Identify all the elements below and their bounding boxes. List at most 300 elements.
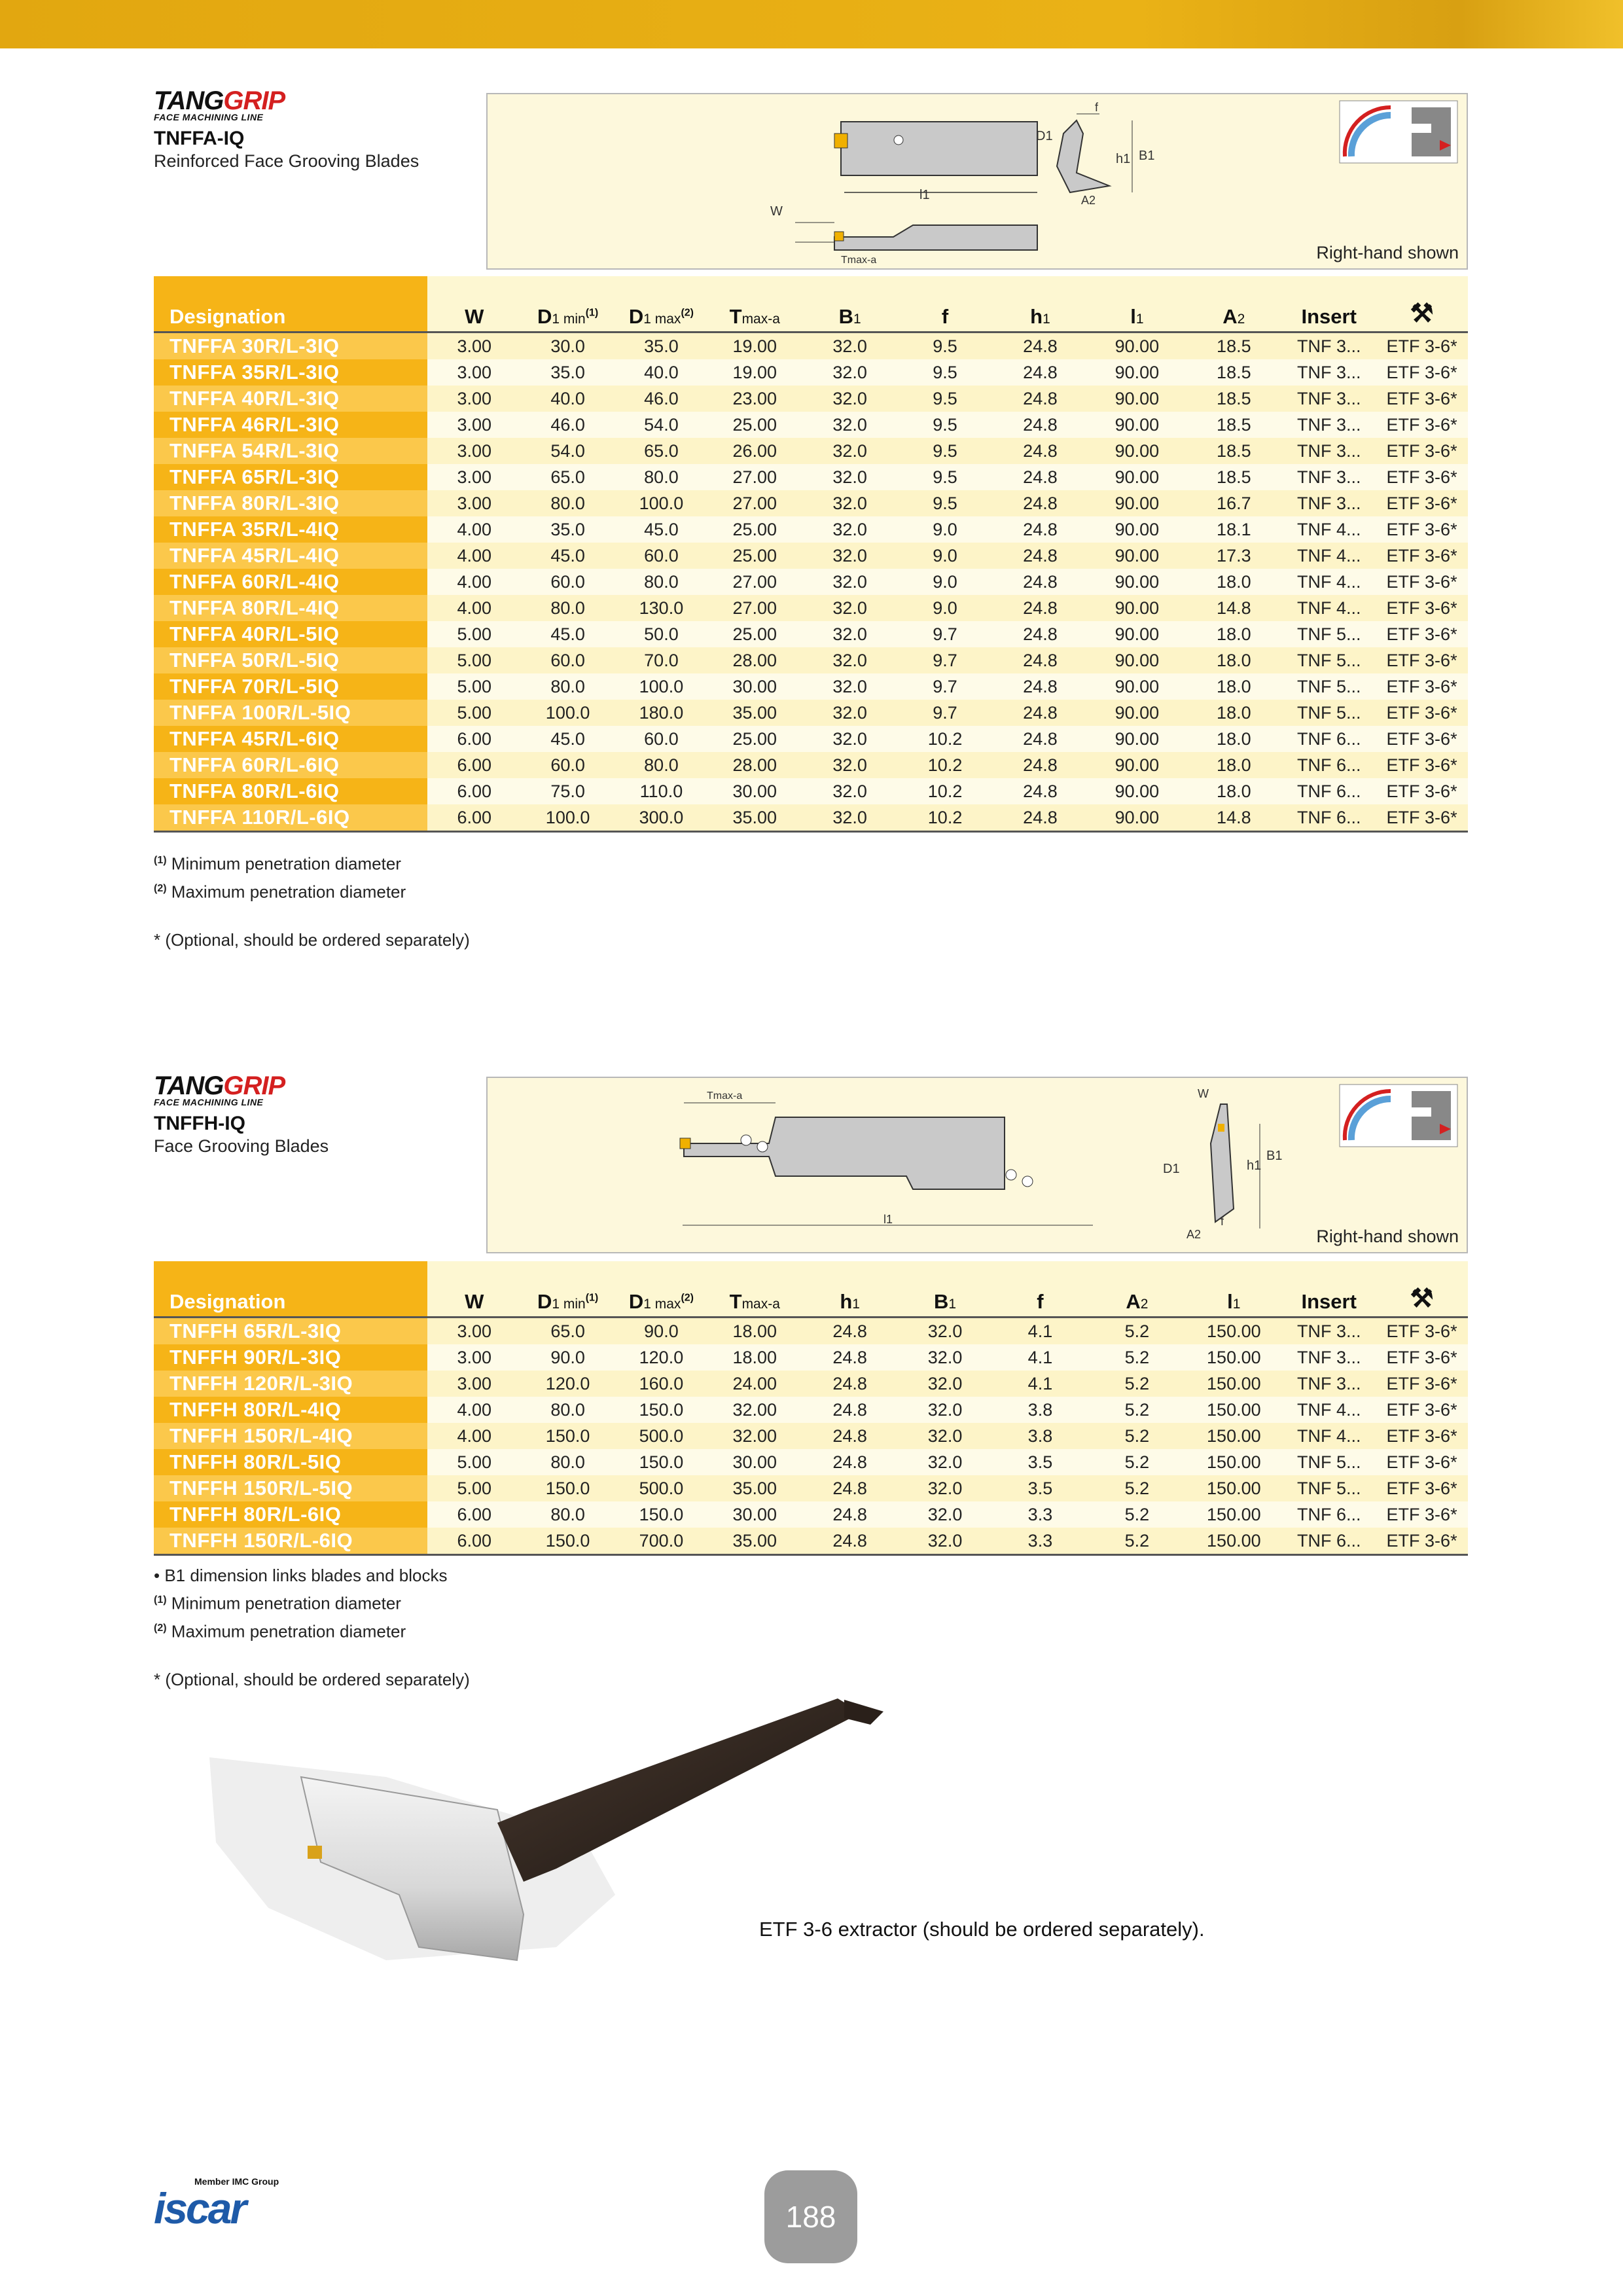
value-cell: 90.00 — [1088, 778, 1185, 804]
designation-cell: TNFFA 110R/L-6IQ — [154, 804, 427, 832]
value-cell: 4.00 — [427, 569, 521, 595]
value-cell: 150.0 — [615, 1397, 708, 1423]
w-label: W — [1198, 1087, 1209, 1100]
value-cell: 32.0 — [802, 673, 899, 700]
value-cell: 35.0 — [615, 332, 708, 360]
value-cell: ETF 3-6* — [1376, 621, 1468, 647]
screw-hole-shape — [894, 135, 903, 145]
value-cell: 80.0 — [521, 490, 615, 516]
value-cell: 32.0 — [899, 1318, 992, 1345]
value-cell: 18.00 — [708, 1318, 802, 1345]
designation-cell: TNFFH 80R/L-6IQ — [154, 1501, 427, 1528]
value-cell: 9.5 — [899, 438, 992, 464]
value-cell: 35.0 — [521, 516, 615, 543]
value-cell: ETF 3-6* — [1376, 490, 1468, 516]
value-cell: 32.0 — [802, 332, 899, 360]
value-cell: 24.8 — [991, 726, 1088, 752]
value-cell: 80.0 — [521, 1501, 615, 1528]
value-cell: 3.00 — [427, 1318, 521, 1345]
designation-cell: TNFFA 30R/L-3IQ — [154, 332, 427, 360]
designation-cell: TNFFA 40R/L-5IQ — [154, 621, 427, 647]
value-cell: 26.00 — [708, 438, 802, 464]
value-cell: 40.0 — [615, 359, 708, 386]
value-cell: TNF 4... — [1282, 595, 1376, 621]
value-cell: 5.2 — [1088, 1423, 1185, 1449]
value-cell: 5.2 — [1088, 1501, 1185, 1528]
table-row — [154, 1344, 1468, 1371]
value-cell: TNF 6... — [1282, 752, 1376, 778]
value-cell: TNF 5... — [1282, 673, 1376, 700]
value-cell: 3.5 — [991, 1449, 1088, 1475]
value-cell: 90.00 — [1088, 804, 1185, 832]
value-cell: 35.00 — [708, 1475, 802, 1501]
value-cell: 5.00 — [427, 647, 521, 673]
value-cell: TNF 5... — [1282, 647, 1376, 673]
value-cell: 9.5 — [899, 412, 992, 438]
table-row — [154, 673, 1468, 700]
value-cell: 6.00 — [427, 804, 521, 832]
value-cell: 24.8 — [802, 1371, 899, 1397]
table-row — [154, 1318, 1468, 1345]
value-cell: 9.7 — [899, 673, 992, 700]
value-cell: ETF 3-6* — [1376, 1423, 1468, 1449]
value-cell: 24.8 — [991, 673, 1088, 700]
value-cell: 90.00 — [1088, 490, 1185, 516]
footnote-1: $^{(1)}$ Minimum penetration diameter — [154, 853, 401, 874]
value-cell: ETF 3-6* — [1376, 700, 1468, 726]
value-cell: 90.0 — [521, 1344, 615, 1371]
value-cell: 27.00 — [708, 569, 802, 595]
value-cell: 24.8 — [991, 386, 1088, 412]
col-d1min: D1 $\min^{(1)}$ — [521, 276, 615, 332]
value-cell: 90.00 — [1088, 543, 1185, 569]
value-cell: 28.00 — [708, 647, 802, 673]
value-cell: ETF 3-6* — [1376, 412, 1468, 438]
value-cell: 6.00 — [427, 778, 521, 804]
face-grooving-icon — [1340, 1085, 1457, 1147]
value-cell: 28.00 — [708, 752, 802, 778]
value-cell: 90.00 — [1088, 700, 1185, 726]
value-cell: 4.1 — [991, 1318, 1088, 1345]
value-cell: 60.0 — [521, 569, 615, 595]
value-cell: 25.00 — [708, 543, 802, 569]
value-cell: 90.00 — [1088, 438, 1185, 464]
value-cell: 27.00 — [708, 464, 802, 490]
value-cell: 24.8 — [802, 1501, 899, 1528]
value-cell: 4.1 — [991, 1371, 1088, 1397]
table-row — [154, 778, 1468, 804]
product-code: TNFFA-IQ — [154, 128, 245, 149]
table-row — [154, 1501, 1468, 1528]
value-cell: 4.00 — [427, 543, 521, 569]
table-row — [154, 752, 1468, 778]
value-cell: TNF 6... — [1282, 1528, 1376, 1555]
value-cell: 9.0 — [899, 543, 992, 569]
designation-cell: TNFFA 54R/L-3IQ — [154, 438, 427, 464]
right-hand-shown-note: Right-hand shown — [1316, 243, 1459, 262]
value-cell: 4.00 — [427, 1423, 521, 1449]
page-number: 188 — [764, 2170, 857, 2263]
value-cell: 24.8 — [802, 1449, 899, 1475]
value-cell: 18.0 — [1185, 726, 1282, 752]
value-cell: ETF 3-6* — [1376, 1501, 1468, 1528]
value-cell: 6.00 — [427, 726, 521, 752]
value-cell: ETF 3-6* — [1376, 386, 1468, 412]
col-w: W — [427, 1261, 521, 1318]
value-cell: 60.0 — [615, 726, 708, 752]
tmax-label: Tmax-a — [841, 255, 877, 266]
value-cell: TNF 3... — [1282, 1318, 1376, 1345]
value-cell: 3.3 — [991, 1501, 1088, 1528]
insert-photo-shape — [308, 1846, 322, 1859]
value-cell: 150.0 — [521, 1475, 615, 1501]
blade-body-shape — [684, 1117, 1005, 1189]
section1-footnotes — [154, 848, 470, 952]
extractor-icon: ⚒ — [1410, 1284, 1434, 1313]
value-cell: ETF 3-6* — [1376, 332, 1468, 360]
value-cell: 3.00 — [427, 1371, 521, 1397]
table-row — [154, 332, 1468, 360]
brand-subtitle: FACE MACHINING LINE — [154, 112, 264, 122]
col-b1: B1 — [802, 276, 899, 332]
value-cell: 80.0 — [521, 673, 615, 700]
value-cell: 60.0 — [521, 647, 615, 673]
value-cell: 24.8 — [991, 359, 1088, 386]
value-cell: 6.00 — [427, 1528, 521, 1555]
product-description: Reinforced Face Grooving Blades — [154, 151, 419, 171]
value-cell: 32.0 — [899, 1528, 992, 1555]
value-cell: 80.0 — [615, 752, 708, 778]
value-cell: 120.0 — [615, 1344, 708, 1371]
value-cell: 3.8 — [991, 1423, 1088, 1449]
value-cell: 9.5 — [899, 359, 992, 386]
value-cell: 180.0 — [615, 700, 708, 726]
value-cell: 24.8 — [991, 595, 1088, 621]
value-cell: 18.0 — [1185, 621, 1282, 647]
value-cell: 75.0 — [521, 778, 615, 804]
value-cell: 32.0 — [802, 647, 899, 673]
value-cell: 10.2 — [899, 778, 992, 804]
value-cell: 35.00 — [708, 700, 802, 726]
value-cell: 3.00 — [427, 464, 521, 490]
value-cell: 9.0 — [899, 569, 992, 595]
designation-cell: TNFFH 150R/L-5IQ — [154, 1475, 427, 1501]
designation-cell: TNFFA 60R/L-4IQ — [154, 569, 427, 595]
col-designation: Designation — [154, 276, 427, 332]
value-cell: ETF 3-6* — [1376, 1528, 1468, 1555]
b1-label: B1 — [1266, 1149, 1283, 1163]
value-cell: 4.00 — [427, 595, 521, 621]
designation-cell: TNFFH 80R/L-5IQ — [154, 1449, 427, 1475]
value-cell: 80.0 — [615, 464, 708, 490]
h1-label: h1 — [1247, 1158, 1262, 1173]
d1-label: D1 — [1036, 129, 1053, 143]
value-cell: TNF 6... — [1282, 726, 1376, 752]
value-cell: 500.0 — [615, 1475, 708, 1501]
value-cell: 24.8 — [991, 490, 1088, 516]
value-cell: 3.00 — [427, 1344, 521, 1371]
col-l1: l1 — [1185, 1261, 1282, 1318]
value-cell: 24.8 — [991, 647, 1088, 673]
value-cell: 54.0 — [615, 412, 708, 438]
value-cell: 150.00 — [1185, 1528, 1282, 1555]
value-cell: 3.00 — [427, 412, 521, 438]
designation-cell: TNFFA 80R/L-6IQ — [154, 778, 427, 804]
value-cell: 90.00 — [1088, 464, 1185, 490]
value-cell: 90.00 — [1088, 412, 1185, 438]
value-cell: 18.5 — [1185, 332, 1282, 360]
value-cell: 27.00 — [708, 490, 802, 516]
value-cell: 32.00 — [708, 1397, 802, 1423]
col-extractor — [1376, 1261, 1468, 1318]
value-cell: TNF 3... — [1282, 359, 1376, 386]
value-cell: 80.0 — [615, 569, 708, 595]
designation-cell: TNFFA 65R/L-3IQ — [154, 464, 427, 490]
value-cell: 3.00 — [427, 359, 521, 386]
value-cell: 18.5 — [1185, 438, 1282, 464]
value-cell: 3.00 — [427, 386, 521, 412]
value-cell: 24.8 — [991, 778, 1088, 804]
value-cell: 500.0 — [615, 1423, 708, 1449]
value-cell: 65.0 — [521, 1318, 615, 1345]
col-w: W — [427, 276, 521, 332]
value-cell: 90.00 — [1088, 359, 1185, 386]
value-cell: 32.0 — [899, 1475, 992, 1501]
value-cell: 35.00 — [708, 1528, 802, 1555]
value-cell: 32.0 — [802, 359, 899, 386]
value-cell: 150.00 — [1185, 1397, 1282, 1423]
value-cell: ETF 3-6* — [1376, 1397, 1468, 1423]
value-cell: 5.2 — [1088, 1371, 1185, 1397]
value-cell: ETF 3-6* — [1376, 359, 1468, 386]
l1-label: l1 — [919, 188, 930, 202]
value-cell: 3.00 — [427, 332, 521, 360]
value-cell: 80.0 — [521, 595, 615, 621]
value-cell: ETF 3-6* — [1376, 1371, 1468, 1397]
tnffh-spec-table — [154, 1261, 1468, 1556]
value-cell: ETF 3-6* — [1376, 438, 1468, 464]
value-cell: 90.00 — [1088, 595, 1185, 621]
value-cell: 70.0 — [615, 647, 708, 673]
table-row — [154, 647, 1468, 673]
extractor-shaft-shape — [497, 1698, 851, 1882]
value-cell: 45.0 — [615, 516, 708, 543]
value-cell: 24.8 — [991, 464, 1088, 490]
value-cell: 100.0 — [521, 700, 615, 726]
col-d1max: D1 $\max^{(2)}$ — [615, 276, 708, 332]
designation-cell: TNFFA 80R/L-4IQ — [154, 595, 427, 621]
blade-body-shape — [841, 122, 1037, 175]
value-cell: 30.0 — [521, 332, 615, 360]
value-cell: 18.1 — [1185, 516, 1282, 543]
value-cell: 23.00 — [708, 386, 802, 412]
designation-cell: TNFFH 65R/L-3IQ — [154, 1318, 427, 1345]
value-cell: 24.8 — [991, 412, 1088, 438]
section1-technical-drawing — [486, 93, 1468, 270]
value-cell: 32.0 — [802, 595, 899, 621]
designation-cell: TNFFA 80R/L-3IQ — [154, 490, 427, 516]
table-row — [154, 464, 1468, 490]
value-cell: 6.00 — [427, 1501, 521, 1528]
value-cell: 6.00 — [427, 752, 521, 778]
product-code: TNFFH-IQ — [154, 1113, 245, 1134]
value-cell: 150.00 — [1185, 1501, 1282, 1528]
blade-profile-shape — [834, 225, 1037, 250]
section2-footnotes — [154, 1563, 470, 1692]
value-cell: 5.2 — [1088, 1475, 1185, 1501]
footnote-1: $^{(1)}$ Minimum penetration diameter — [154, 1593, 401, 1613]
value-cell: 32.0 — [802, 804, 899, 832]
value-cell: 14.8 — [1185, 595, 1282, 621]
value-cell: 150.00 — [1185, 1371, 1282, 1397]
value-cell: 18.0 — [1185, 778, 1282, 804]
designation-cell: TNFFA 45R/L-6IQ — [154, 726, 427, 752]
table-row — [154, 359, 1468, 386]
col-l1: l1 — [1088, 276, 1185, 332]
value-cell: 3.5 — [991, 1475, 1088, 1501]
table-row — [154, 726, 1468, 752]
value-cell: TNF 5... — [1282, 1449, 1376, 1475]
value-cell: 90.00 — [1088, 673, 1185, 700]
value-cell: 5.00 — [427, 621, 521, 647]
product-description: Face Grooving Blades — [154, 1136, 329, 1156]
designation-cell: TNFFH 150R/L-4IQ — [154, 1423, 427, 1449]
value-cell: 3.00 — [427, 438, 521, 464]
value-cell: 150.00 — [1185, 1344, 1282, 1371]
optional-note: * (Optional, should be ordered separately) — [154, 1670, 470, 1690]
section2-technical-drawing — [486, 1077, 1468, 1253]
value-cell: 90.00 — [1088, 752, 1185, 778]
value-cell: 60.0 — [521, 752, 615, 778]
value-cell: 5.00 — [427, 1475, 521, 1501]
member-imc-text: Member IMC Group — [194, 2176, 279, 2187]
designation-cell: TNFFH 150R/L-6IQ — [154, 1528, 427, 1555]
value-cell: 25.00 — [708, 621, 802, 647]
value-cell: 9.7 — [899, 700, 992, 726]
value-cell: 9.7 — [899, 621, 992, 647]
value-cell: 32.0 — [899, 1371, 992, 1397]
value-cell: 80.0 — [521, 1449, 615, 1475]
value-cell: 150.0 — [521, 1423, 615, 1449]
value-cell: 32.0 — [899, 1344, 992, 1371]
value-cell: ETF 3-6* — [1376, 726, 1468, 752]
value-cell: 9.5 — [899, 332, 992, 360]
value-cell: 100.0 — [615, 490, 708, 516]
footnote-2: $^{(2)}$ Maximum penetration diameter — [154, 882, 406, 902]
value-cell: 46.0 — [521, 412, 615, 438]
tnffa-spec-table — [154, 276, 1468, 833]
brand-subtitle: FACE MACHINING LINE — [154, 1097, 264, 1107]
value-cell: 25.00 — [708, 412, 802, 438]
table-header-row — [154, 1261, 1468, 1318]
right-hand-shown-note: Right-hand shown — [1316, 1227, 1459, 1246]
value-cell: 32.00 — [708, 1423, 802, 1449]
designation-cell: TNFFA 35R/L-3IQ — [154, 359, 427, 386]
designation-cell: TNFFA 60R/L-6IQ — [154, 752, 427, 778]
value-cell: 19.00 — [708, 359, 802, 386]
value-cell: 45.0 — [521, 621, 615, 647]
value-cell: 32.0 — [802, 700, 899, 726]
value-cell: 100.0 — [615, 673, 708, 700]
value-cell: TNF 3... — [1282, 490, 1376, 516]
table-row — [154, 1397, 1468, 1423]
value-cell: TNF 4... — [1282, 569, 1376, 595]
value-cell: 50.0 — [615, 621, 708, 647]
value-cell: 32.0 — [802, 752, 899, 778]
table-row — [154, 1423, 1468, 1449]
value-cell: 9.7 — [899, 647, 992, 673]
value-cell: 32.0 — [802, 412, 899, 438]
value-cell: 700.0 — [615, 1528, 708, 1555]
value-cell: 24.8 — [802, 1423, 899, 1449]
insert-shape — [834, 134, 847, 148]
value-cell: 18.00 — [708, 1344, 802, 1371]
value-cell: ETF 3-6* — [1376, 516, 1468, 543]
value-cell: TNF 3... — [1282, 1371, 1376, 1397]
value-cell: 65.0 — [615, 438, 708, 464]
designation-cell: TNFFA 35R/L-4IQ — [154, 516, 427, 543]
col-tmax: Tmax-a — [708, 1261, 802, 1318]
insert-shape — [680, 1138, 690, 1149]
value-cell: 35.0 — [521, 359, 615, 386]
value-cell: 18.5 — [1185, 359, 1282, 386]
col-d1min: D1 $\min^{(1)}$ — [521, 1261, 615, 1318]
col-a2: A2 — [1088, 1261, 1185, 1318]
value-cell: ETF 3-6* — [1376, 804, 1468, 832]
value-cell: 90.00 — [1088, 621, 1185, 647]
value-cell: TNF 6... — [1282, 1501, 1376, 1528]
table-row — [154, 1371, 1468, 1397]
value-cell: 35.00 — [708, 804, 802, 832]
value-cell: 90.00 — [1088, 386, 1185, 412]
value-cell: 80.0 — [521, 1397, 615, 1423]
value-cell: 17.3 — [1185, 543, 1282, 569]
tmax-label: Tmax-a — [707, 1090, 743, 1102]
value-cell: 100.0 — [521, 804, 615, 832]
value-cell: ETF 3-6* — [1376, 778, 1468, 804]
value-cell: ETF 3-6* — [1376, 673, 1468, 700]
value-cell: 300.0 — [615, 804, 708, 832]
value-cell: TNF 4... — [1282, 543, 1376, 569]
value-cell: 18.0 — [1185, 673, 1282, 700]
value-cell: TNF 5... — [1282, 700, 1376, 726]
table-row — [154, 621, 1468, 647]
top-banner — [0, 0, 1623, 48]
value-cell: 24.8 — [991, 438, 1088, 464]
col-h1: h1 — [991, 276, 1088, 332]
table-row — [154, 595, 1468, 621]
value-cell: 9.0 — [899, 595, 992, 621]
value-cell: 40.0 — [521, 386, 615, 412]
value-cell: 90.0 — [615, 1318, 708, 1345]
f-label: f — [1095, 101, 1099, 114]
value-cell: ETF 3-6* — [1376, 1475, 1468, 1501]
value-cell: 150.0 — [521, 1528, 615, 1555]
value-cell: 24.8 — [991, 621, 1088, 647]
tanggrip-logo: TANGGRIP — [154, 86, 285, 115]
optional-note: * (Optional, should be ordered separately) — [154, 930, 470, 950]
value-cell: 32.0 — [802, 621, 899, 647]
table-row — [154, 412, 1468, 438]
value-cell: 27.00 — [708, 595, 802, 621]
value-cell: 24.8 — [802, 1318, 899, 1345]
value-cell: 150.0 — [615, 1449, 708, 1475]
value-cell: 5.00 — [427, 1449, 521, 1475]
table-row — [154, 490, 1468, 516]
value-cell: TNF 5... — [1282, 1475, 1376, 1501]
value-cell: 90.00 — [1088, 726, 1185, 752]
side-view-shape — [1211, 1104, 1234, 1222]
